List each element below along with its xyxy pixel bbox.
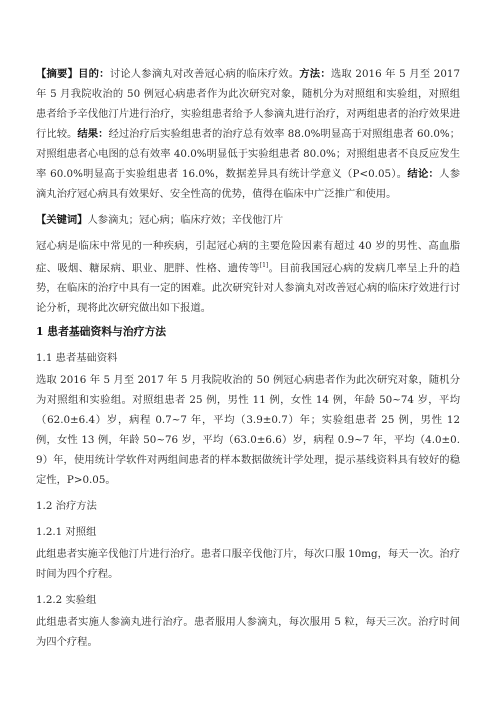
intro-text-part1: 冠心病是临床中常见的一种疾病，引起冠心病的主要危险因素有超过 40 岁的男性、高血脂症、吸烟、糖尿病、职业、肥胖、性格、遗传等 bbox=[36, 240, 460, 275]
purpose-label: 目的： bbox=[78, 68, 110, 80]
subsection-1-1-text: 选取 2016 年 5 月至 2017 年 5 月我院收治的 50 例冠心病患者作为此次研究对象，随机分为对照组和实验组。对照组患者 25 例，男性 11 例，女性 14 例，年龄 50~74 岁，平均（62.0±6.4）岁，病程 0.7~7 年，平均（3.9±0.7）年；实验组患者 25 例，男性 12 例，女性 13 例，年龄 50~76 岁，平均（63.0±6.6）岁，病程 0.9~7 年，平均（4.0±0.9）年，使用统计学软件对两组间患者的样本数据做统计学处理，提示基线资料具有较好的稳定性，P>0.05。 bbox=[36, 374, 460, 487]
conclusion-text: 人参滴丸治疗冠心病具有效果好、安全性高的优势，值得在临床中广泛推广和使用。 bbox=[36, 168, 461, 200]
intro-text-part2: 。目前我国冠心病的发病几率呈上升的趋势，在临床的治疗中具有一定的困难。此次研究针对人参滴丸对改善冠心病的临床疗效进行讨论分析，现将此次研究做出如下报道。 bbox=[36, 262, 461, 315]
method-label: 方法： bbox=[299, 68, 331, 80]
result-label: 结果： bbox=[77, 128, 109, 140]
keywords-text: 人参滴丸；冠心病；临床疗效；辛伐他汀片 bbox=[87, 214, 284, 226]
reference-marker: [1] bbox=[259, 262, 269, 269]
subsection-1-2-1-heading: 1.2.1 对照组 bbox=[36, 526, 97, 539]
conclusion-label: 结论： bbox=[407, 168, 440, 180]
subsection-1-2-2-text: 此组患者实施人参滴丸进行治疗。患者服用人参滴丸，每次服用 5 粒，每天三次。治疗时间为四个疗程。 bbox=[36, 616, 460, 649]
keywords-label: 【关键词】 bbox=[36, 214, 88, 226]
keywords-paragraph bbox=[36, 210, 460, 230]
abstract-paragraph bbox=[36, 64, 460, 204]
method-text: 选取 2016 年 5 月至 2017 年 5 月我院收治的 50 例冠心病患者作为此次研究对象，随机分为对照组和实验组，对照组患者给予辛伐他汀片进行治疗，实验组患者给予人参滴丸进行治疗，对两组患者的治疗效果进行比较。 bbox=[36, 68, 461, 140]
abstract-label: 【摘要】 bbox=[36, 68, 79, 80]
subsection-1-2-heading: 1.2 治疗方法 bbox=[36, 500, 97, 513]
result-text: 经过治疗后实验组患者的治疗总有效率 88.0%明显高于对照组患者 60.0%；对照组患者心电图的总有效率 40.0%明显低于实验组患者 80.0%；对照组患者不良反应发生率 60.0%明显高于实验组患者 16.0%，数据差异具有统计学意义（P<0.05）。 bbox=[36, 128, 461, 180]
article-body bbox=[36, 64, 460, 652]
subsection-1-1-heading: 1.1 患者基础资料 bbox=[36, 352, 118, 365]
subsection-1-2-1-text: 此组患者实施辛伐他汀片进行治疗。患者口服辛伐他汀片，每次口服 10mg，每天一次。治疗时间为四个疗程。 bbox=[36, 548, 461, 581]
purpose-text: 讨论人参滴丸对改善冠心病的临床疗效。 bbox=[109, 68, 300, 80]
section1-heading: 1 患者基础资料与治疗方法 bbox=[36, 325, 167, 339]
intro-paragraph bbox=[36, 236, 460, 318]
subsection-1-2-2-heading: 1.2.2 实验组 bbox=[36, 594, 97, 607]
